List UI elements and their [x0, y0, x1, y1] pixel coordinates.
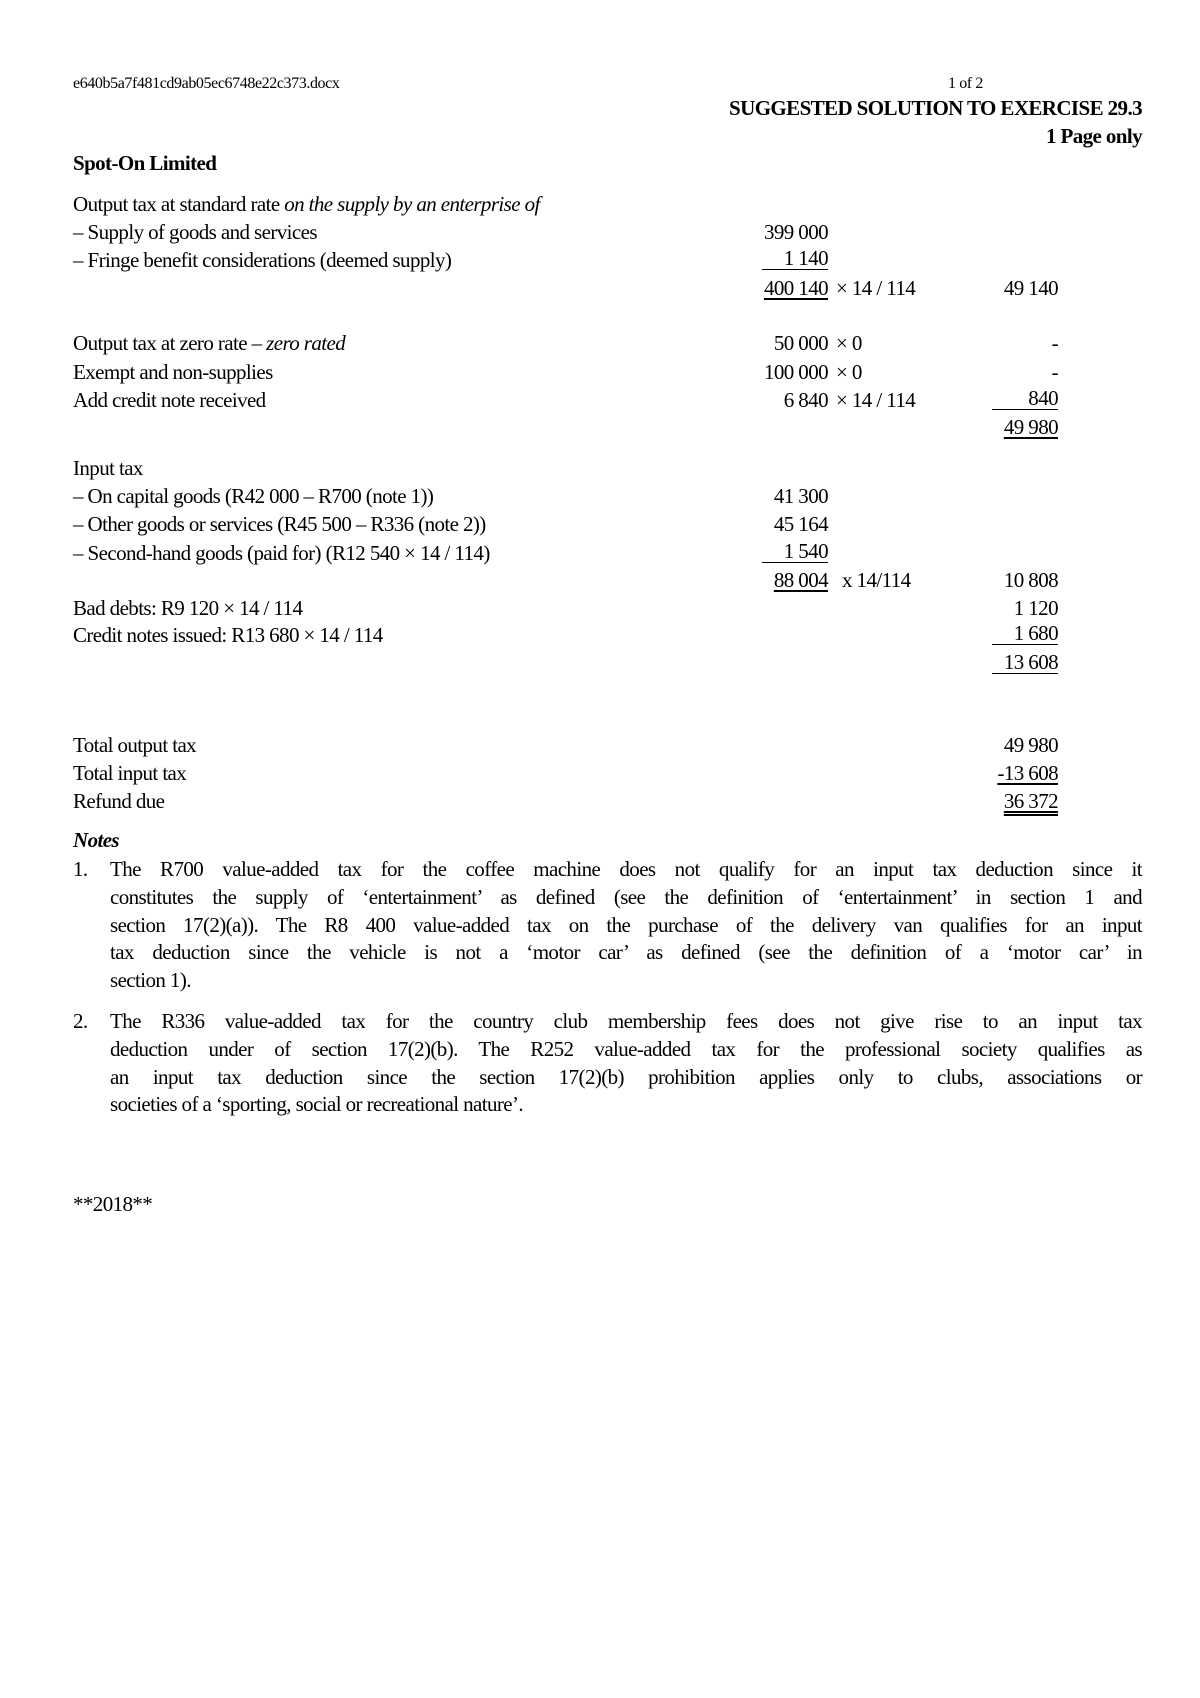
note-line: an input tax deduction since the section 17(2)(b) prohibition applies only to clubs, associations or — [110, 1064, 1142, 1089]
label-text: Output tax at zero rate – — [73, 331, 267, 355]
note-line: societies of a ‘sporting, social or recreational nature’. — [110, 1092, 524, 1117]
tax-amount — [992, 386, 1058, 410]
row-amount: 6 840 — [783, 388, 828, 412]
note-line: The R700 value-added tax for the coffee machine does not qualify for an input tax deduction since it — [110, 857, 1142, 881]
row-label: – Second-hand goods (paid for) (R12 540 × 14 / 114) — [73, 541, 490, 565]
row-label — [73, 331, 345, 355]
tax-amount: - — [1051, 360, 1058, 384]
amount-underlined: 1 680 — [992, 622, 1058, 645]
row-label: – On capital goods (R42 000 – R700 (note 1)) — [73, 484, 434, 508]
note-line: section 17(2)(a)). The R8 400 value-added tax on the purchase of the delivery van qualifies for an input — [110, 912, 1142, 937]
document-subtitle: 1 Page only — [1045, 124, 1142, 148]
note-line: constitutes the supply of ‘entertainment’ as defined (see the definition of ‘entertainment’ in section 1 and — [110, 884, 1142, 909]
tax-amount: 1 120 — [1013, 596, 1058, 620]
rate: × 14 / 114 — [836, 276, 916, 300]
rate: × 14 / 114 — [836, 388, 916, 412]
input-total — [992, 650, 1058, 674]
company-name: Spot-On Limited — [73, 151, 217, 175]
amount-underlined: 840 — [992, 387, 1058, 410]
row-amount: 45 164 — [773, 512, 828, 536]
note-1 — [73, 856, 1142, 995]
row-label: Bad debts: R9 120 × 14 / 114 — [73, 596, 303, 620]
amount-underlined: 13 608 — [992, 651, 1058, 674]
row-amount: 50 000 — [773, 331, 828, 355]
note-2 — [73, 1008, 1142, 1119]
note-line: deduction under of section 17(2)(b). The R252 value-added tax for the professional society qualifies as — [110, 1036, 1142, 1061]
summary-value: 49 980 — [1003, 733, 1058, 757]
row-amount: 100 000 — [763, 360, 828, 384]
refund-value: 36 372 — [1003, 789, 1058, 813]
row-label: – Other goods or services (R45 500 – R336 (note 2)) — [73, 512, 486, 536]
row-amount: 41 300 — [773, 484, 828, 508]
footer-year: **2018** — [73, 1192, 153, 1216]
rate: x 14/114 — [842, 568, 911, 592]
row-label: Credit notes issued: R13 680 × 14 / 114 — [73, 623, 383, 647]
summary-label: Total input tax — [73, 761, 187, 785]
input-heading: Input tax — [73, 456, 143, 480]
document-filename: e640b5a7f481cd9ab05ec6748e22c373.docx — [73, 75, 340, 92]
row-label: – Fringe benefit considerations (deemed supply) — [73, 248, 452, 272]
page-number: 1 of 2 — [948, 75, 983, 92]
heading-text: Output tax at standard rate — [73, 192, 285, 216]
rate: × 0 — [836, 360, 862, 384]
tax-amount: 10 808 — [1003, 568, 1058, 592]
row-label: Exempt and non-supplies — [73, 360, 273, 384]
note-line: The R336 value-added tax for the country club membership fees does not give rise to an input tax — [110, 1009, 1142, 1033]
note-number: 2. — [73, 1009, 88, 1033]
heading-italic: on the supply by an enterprise of — [284, 192, 540, 216]
note-line: tax deduction since the vehicle is not a ‘motor car’ as defined (see the definition of a ‘motor car’ in — [110, 940, 1142, 965]
rate: × 0 — [836, 331, 862, 355]
notes-heading: Notes — [73, 828, 119, 852]
note-line: section 1). — [110, 968, 191, 993]
label-italic: zero rated — [266, 331, 346, 355]
subtotal-amount: 88 004 — [773, 568, 828, 592]
row-amount — [762, 246, 828, 270]
tax-amount: - — [1051, 331, 1058, 355]
output-standard-heading — [73, 192, 540, 216]
note-number: 1. — [73, 857, 88, 881]
amount-underlined: 1 140 — [762, 247, 828, 270]
row-amount — [762, 539, 828, 563]
summary-label: Refund due — [73, 789, 165, 813]
row-label: – Supply of goods and services — [73, 220, 317, 244]
tax-amount — [992, 621, 1058, 645]
tax-amount: 49 140 — [1003, 276, 1058, 300]
row-amount: 399 000 — [763, 220, 828, 244]
summary-value: -13 608 — [997, 761, 1058, 785]
amount-underlined: 1 540 — [762, 540, 828, 563]
document-title: SUGGESTED SOLUTION TO EXERCISE 29.3 — [729, 96, 1142, 120]
output-total: 49 980 — [1003, 415, 1058, 439]
row-label: Add credit note received — [73, 388, 266, 412]
summary-label: Total output tax — [73, 733, 197, 757]
subtotal-amount: 400 140 — [763, 276, 828, 300]
